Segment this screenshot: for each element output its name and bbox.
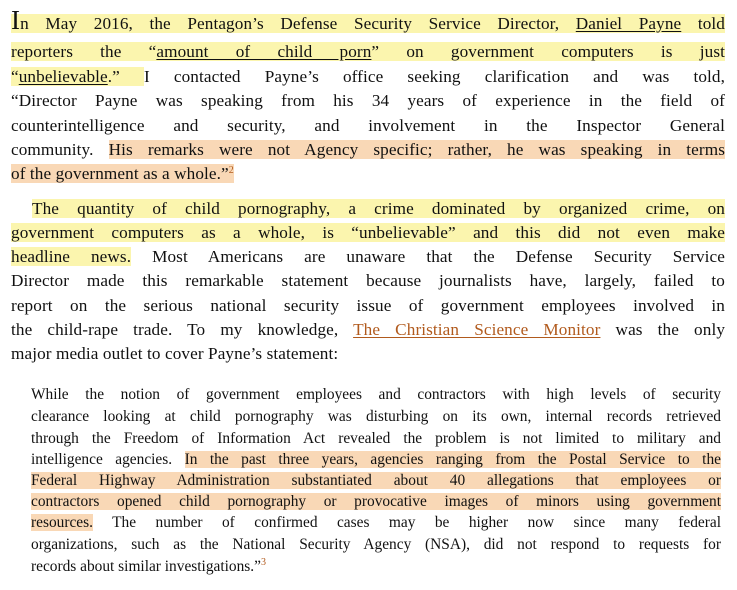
paragraph-2-line-4: Director made this remarkable statement because journalists have, largely, failed to	[11, 271, 725, 290]
paragraph-2-line-3: headline news. Most Americans are unaware that the Defense Security Service	[11, 247, 725, 266]
paragraph-1-line-2: reporters the “amount of child porn” on government computers is just	[11, 42, 725, 61]
paragraph-1-line-6: community. His remarks were not Agency specific; rather, he was speaking in terms	[11, 140, 725, 159]
paragraph-2-line-6: the child-rape trade. To my knowledge, The Christian Science Monitor was the only	[11, 320, 726, 339]
paragraph-2-line-2: government computers as a whole, is “unbelievable” and this did not even make	[11, 223, 725, 242]
quote-line-1: While the notion of government employees and contractors with high levels of security	[31, 386, 721, 403]
christian-science-monitor-link[interactable]: The Christian Science Monitor	[353, 320, 601, 339]
quote-line-9: records about similar investigations.”$^3$	[31, 557, 266, 575]
paragraph-1-line-3: “unbelievable.” I contacted Payne’s office seeking clarification and was told,	[11, 67, 725, 86]
daniel-payne-link[interactable]: Daniel Payne	[575, 14, 682, 33]
child-porn-quote-link[interactable]: amount of child porn	[156, 42, 372, 61]
quote-line-2: clearance looking at child pornography was disturbing on its own, internal records retrieved	[31, 408, 721, 425]
paragraph-1-line-5: counterintelligence and security, and involvement in the Inspector General	[11, 116, 725, 135]
paragraph-1-line-1: In May 2016, the Pentagon’s Defense Security Service Director, Daniel Payne told	[11, 5, 725, 35]
drop-cap: I	[11, 5, 21, 35]
paragraph-2-line-1: The quantity of child pornography, a crime dominated by organized crime, on	[32, 199, 725, 218]
paragraph-1-line-7: of the government as a whole.”$^2$	[11, 164, 234, 183]
footnote-2[interactable]: 2	[228, 165, 234, 176]
quote-line-6: contractors opened child pornography or provocative images of minors using government	[31, 493, 721, 510]
quote-line-8: organizations, such as the National Security Agency (NSA), did not respond to requests for	[31, 536, 721, 553]
unbelievable-quote-link[interactable]: unbelievable	[18, 67, 108, 86]
quote-line-7: resources. The number of confirmed cases may be higher now since many federal	[31, 514, 721, 531]
footnote-3[interactable]: 3	[260, 557, 266, 568]
quote-line-5: Federal Highway Administration substantiated about 40 allegations that employees or	[31, 472, 721, 489]
paragraph-1-line-4: “Director Payne was speaking from his 34 years of experience in the field of	[11, 91, 725, 110]
quote-line-4: intelligence agencies. In the past three years, agencies ranging from the Postal Service to the	[31, 451, 721, 468]
quote-line-3: through the Freedom of Information Act revealed the problem is not limited to military and	[31, 430, 721, 447]
paragraph-2-line-7: major media outlet to cover Payne’s statement:	[11, 344, 339, 363]
paragraph-2-line-5: report on the serious national security issue of government employees involved in	[11, 296, 725, 315]
